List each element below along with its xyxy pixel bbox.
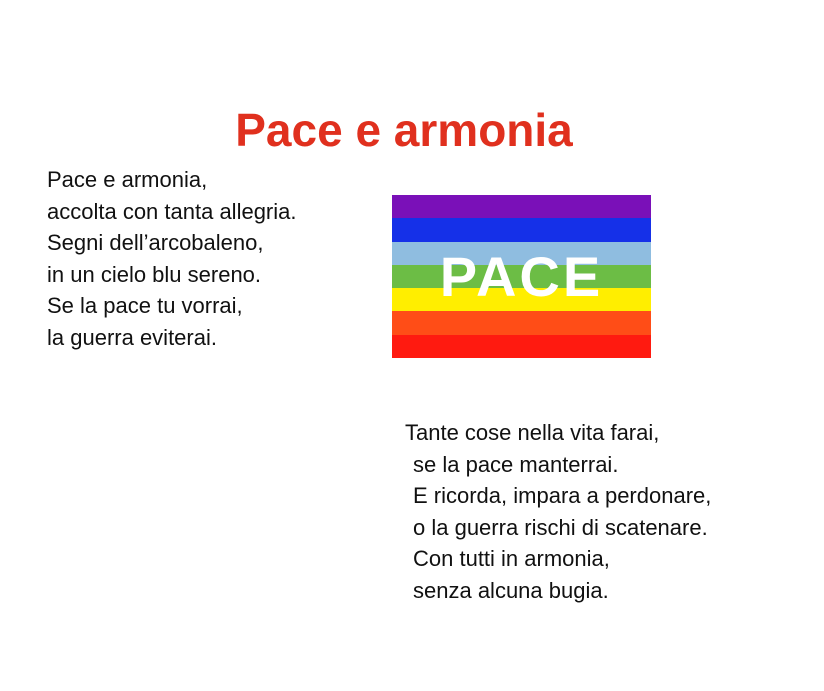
poem-line: Segni dell’arcobaleno,: [47, 230, 264, 255]
poem-line: in un cielo blu sereno.: [47, 261, 262, 287]
poem-line: Tante cose nella vita farai,: [405, 420, 660, 445]
poem-line: Pace e armonia,: [47, 167, 208, 192]
poem-stanza-1: [47, 164, 297, 353]
poem-line: Se la pace tu vorrai,: [47, 293, 243, 318]
poem-line: accolta con tanta allegria.: [47, 198, 297, 224]
poem-stanza-2: [405, 417, 711, 606]
flag-label: PACE: [439, 245, 604, 308]
page-title: Pace e armonia: [235, 104, 573, 156]
poem-line: se la pace manterrai.: [413, 451, 619, 477]
poem-line: senza alcuna bugia.: [413, 577, 609, 603]
poem-line: Con tutti in armonia,: [413, 546, 610, 571]
poem-line: o la guerra rischi di scatenare.: [413, 514, 708, 540]
poem-line: E ricorda, impara a perdonare,: [413, 483, 712, 508]
peace-flag-image: [392, 195, 651, 358]
poem-line: la guerra eviterai.: [47, 324, 217, 350]
